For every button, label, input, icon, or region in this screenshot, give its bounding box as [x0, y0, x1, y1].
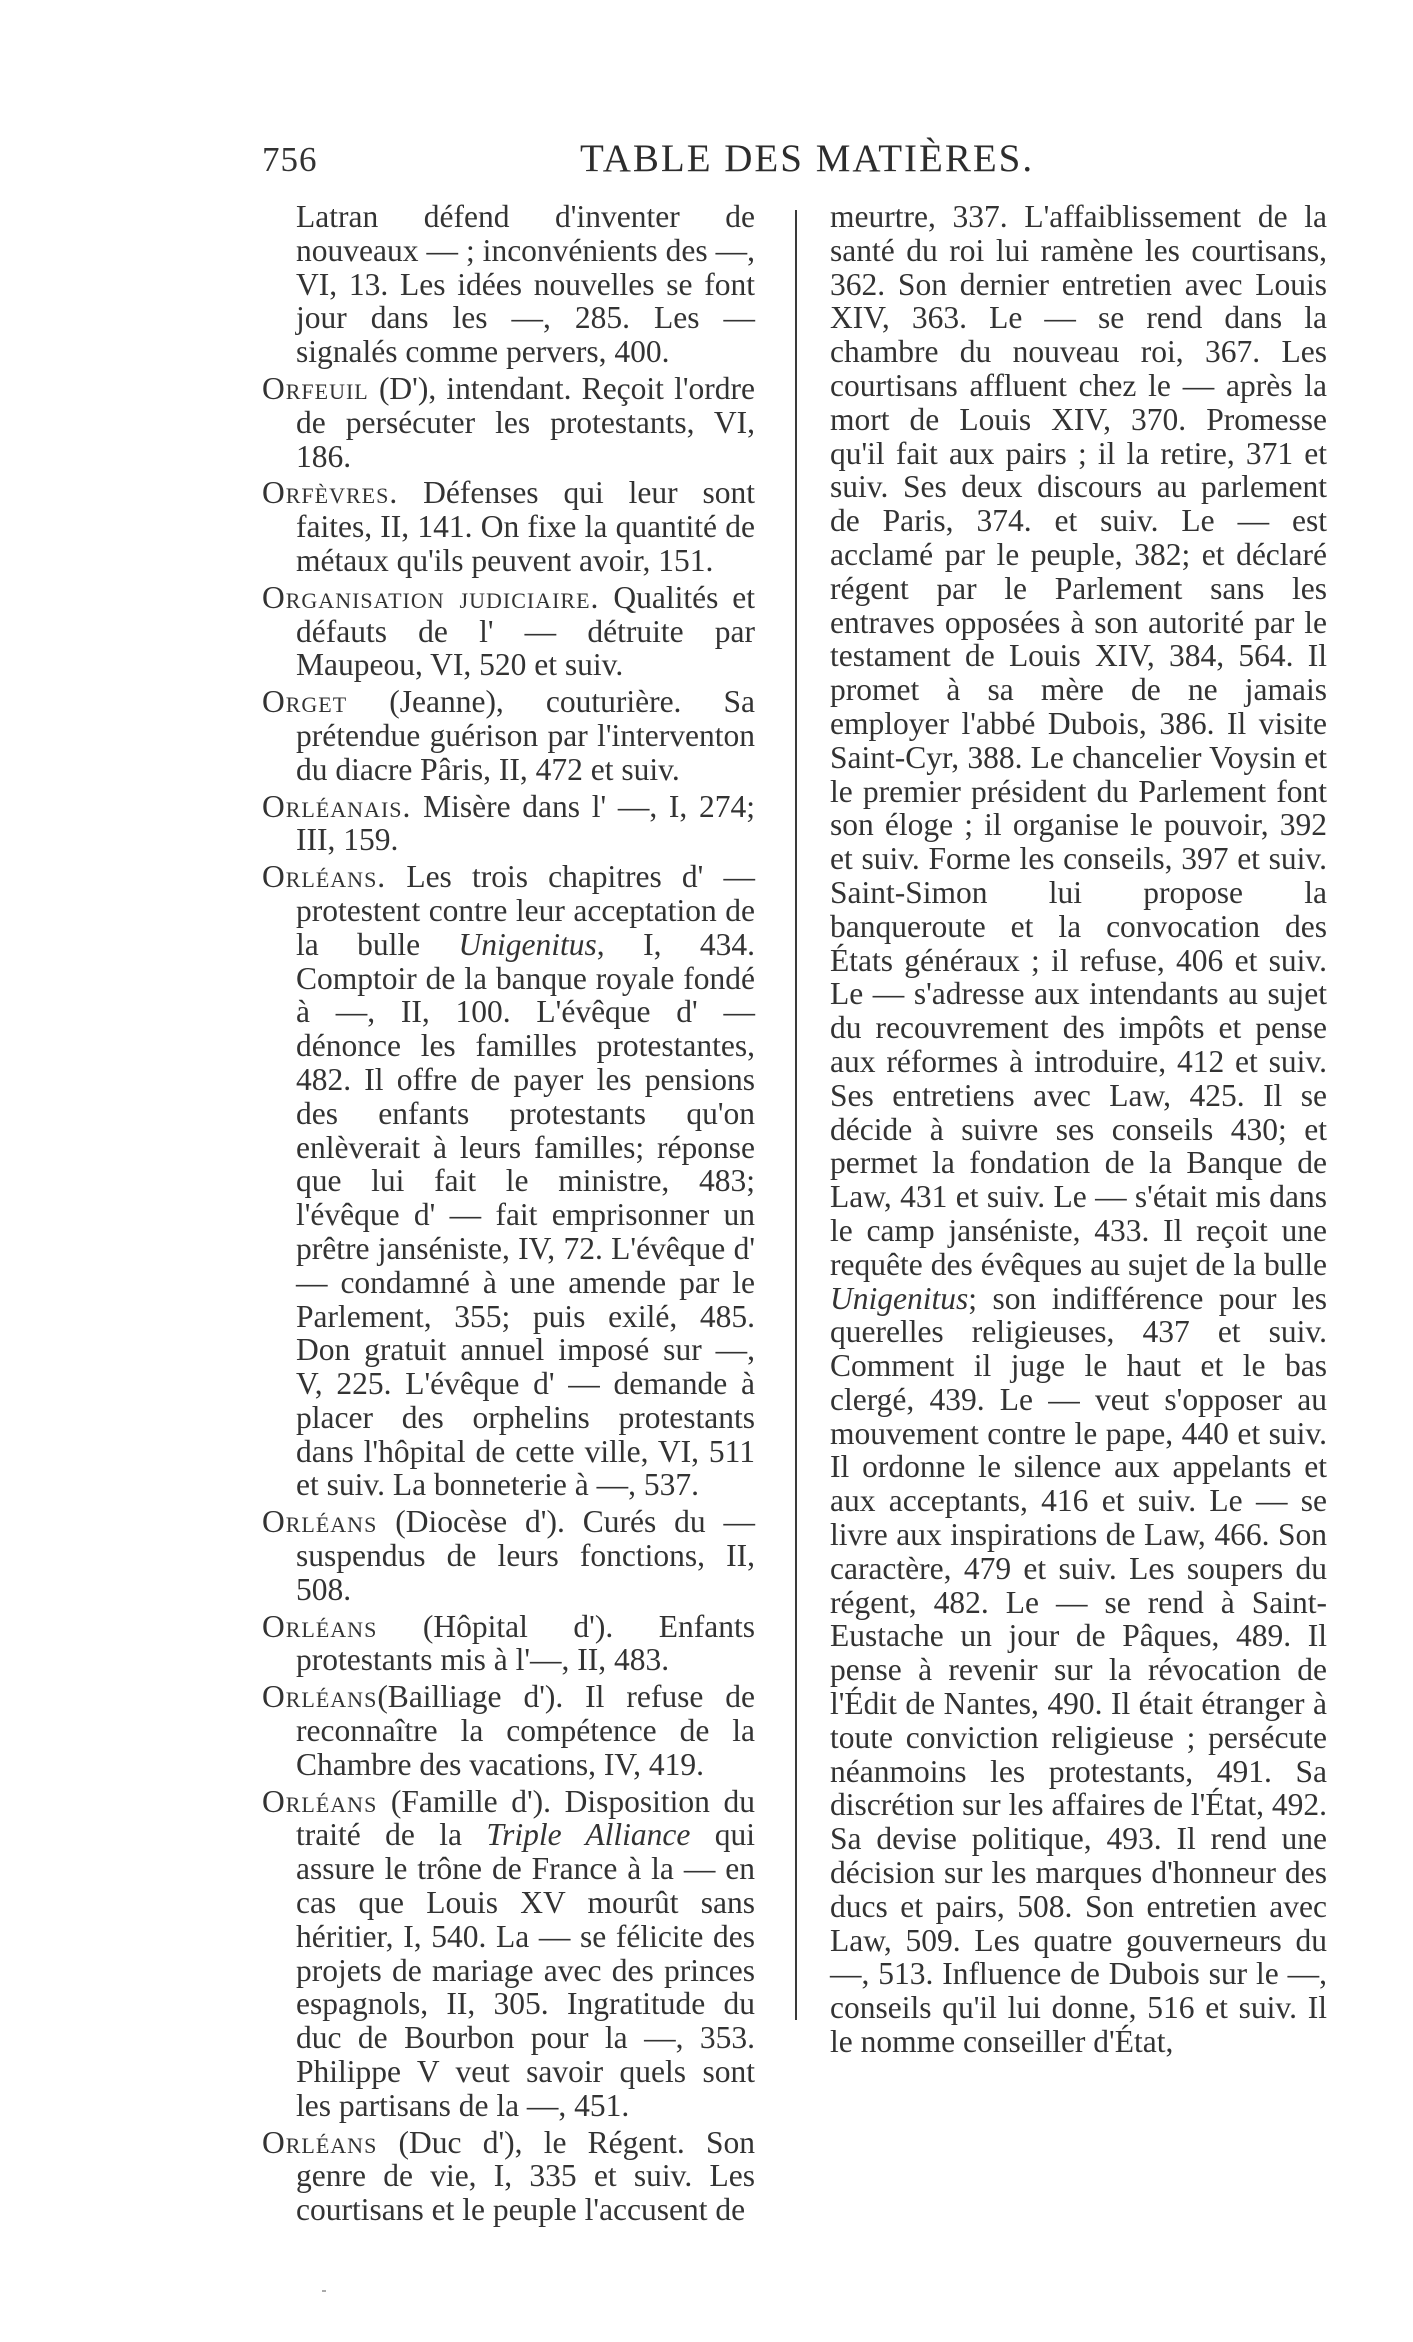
entry-text: Les trois chapitres d' — protestent contre leur acceptation de la bulle — [296, 859, 755, 962]
index-entry-orleans-diocese — [262, 1505, 755, 1606]
entry-text: Défenses qui leur sont faites, II, 141. On fixe la quantité de métaux qu'ils peuvent avoir, 151. — [296, 475, 755, 578]
entry-headword: Orfèvres. — [262, 475, 399, 511]
index-entry-orleanais — [262, 790, 755, 858]
entry-text-italic: Unigenitus — [458, 926, 597, 962]
entry-headword: Orléans — [262, 1783, 378, 1819]
index-entry-orget — [262, 685, 755, 786]
index-entry-orleans-bailliage — [262, 1680, 755, 1781]
entry-text: Latran défend d'inventer de nouveaux — ; inconvénients des —, VI, 13. Les idées nouvelles se font jour dans les —, 285. Les — signalés comme pervers, 400. — [296, 199, 755, 370]
entry-headword: Orléans — [262, 1679, 378, 1715]
index-entry-continuation — [830, 200, 1327, 2059]
entry-text-italic: Unigenitus — [830, 1280, 969, 1316]
entry-headword: Orléans — [262, 1504, 378, 1540]
entry-text: (Duc d'), le Régent. Son genre de vie, I, 335 et suiv. Les courtisans et le peuple l'accusent de — [296, 2124, 755, 2228]
scan-speck — [322, 2290, 326, 2292]
running-title: TABLE DES MATIÈRES. — [580, 137, 1035, 180]
entry-text: (Hôpital d'). Enfants protestants mis à l'—, II, 483. — [296, 1608, 755, 1678]
entry-headword: Orléans — [262, 2124, 378, 2160]
entry-headword: Orget — [262, 684, 348, 720]
entry-headword: Orléans — [262, 1608, 378, 1644]
entry-headword: Orfeuil — [262, 370, 369, 406]
index-entry-organisation-judiciaire — [262, 581, 755, 682]
index-entry-orleans — [262, 860, 755, 1502]
entry-text: , I, 434. Comptoir de la banque royale fondé à —, II, 100. L'évêque d' — dénonce les familles protestantes, 482. Il offre de payer les pensions des enfants protestants qu'on enlèverait à leurs familles; réponse que lui fait le ministre, 483; l'évêque d' — fait emprisonner un prêtre janséniste, IV, 72. L'évêque d' — condamné à une amende par le Parlement, 355; puis exilé, 485. Don gratuit annuel imposé sur —, V, 225. L'évêque d' — demande à placer des orphelins protestants dans l'hôpital de cette ville, VI, 511 et suiv. La bonneterie à —, 537. — [296, 926, 755, 1503]
entry-text: (Bailliage d'). Il refuse de reconnaître la compétence de la Chambre des vacations, IV, 419. — [296, 1679, 755, 1782]
entry-text: ; son indifférence pour les querelles religieuses, 437 et suiv. Comment il juge le haut et le bas clergé, 439. Le — veut s'opposer au mouvement contre le pape, 440 et suiv. Il ordonne le silence aux appelants et aux acceptants, 416 et suiv. Le — se livre aux inspirations de Law, 466. Son caractère, 479 et suiv. Les soupers du régent, 482. Le — se rend à Saint-Eustache un jour de Pâques, 489. Il pense à revenir sur la révocation de l'Édit de Nantes, 490. Il était étranger à toute conviction religieuse ; persécute néanmoins les protestants, 491. Sa discrétion sur les affaires de l'État, 492. Sa devise politique, 493. Il rend une décision sur les marques d'honneur des ducs et pairs, 508. Son entretien avec Law, 509. Les quatre gouverneurs du —, 513. Influence de Dubois sur le —, conseils qu'il lui donne, 516 et suiv. Il le nomme conseiller d'État, — [830, 1280, 1327, 2060]
entry-text-italic: Triple Alliance — [486, 1817, 691, 1853]
entry-text: Misère dans l' —, I, 274; III, 159. — [296, 788, 755, 858]
entry-text: qui assure le trône de France à la — en cas que Louis XV mourût sans héritier, I, 540. La — se félicite des projets de mariage avec des princes espagnols, II, 305. Ingratitude du duc de Bourbon pour la —, 353. Philippe V veut savoir quels sont les partisans de la —, 451. — [296, 1817, 755, 2123]
index-entry-continuation — [262, 200, 755, 369]
left-column — [262, 200, 755, 2230]
page-number: 756 — [262, 140, 318, 179]
entry-text: (D'), intendant. Reçoit l'ordre de persécuter les protestants, VI, 186. — [296, 370, 755, 474]
index-entry-orfevres — [262, 476, 755, 577]
entry-text: (Diocèse d'). Curés du — suspendus de leurs fonctions, II, 508. — [296, 1504, 755, 1607]
entry-headword: Orléans. — [262, 859, 387, 895]
right-column — [830, 200, 1327, 2062]
entry-headword: Orléanais. — [262, 788, 412, 824]
entry-text: Qualités et défauts de l' — détruite par Maupeou, VI, 520 et suiv. — [296, 579, 755, 683]
column-divider — [795, 210, 797, 2020]
index-entry-orleans-duc — [262, 2126, 755, 2227]
entry-text: meurtre, 337. L'affaiblissement de la santé du roi lui ramène les courtisans, 362. Son dernier entretien avec Louis XIV, 363. Le — se rend dans la chambre du nouveau roi, 367. Les courtisans affluent chez le — après la mort de Louis XIV, 370. Promesse qu'il fait aux pairs ; il la retire, 371 et suiv. Ses deux discours au parlement de Paris, 374. et suiv. Le — est acclamé par le peuple, 382; et déclaré régent par le Parlement sans les entraves opposées à son autorité par le testament de Louis XIV, 384, 564. Il promet à sa mère de ne jamais employer l'abbé Dubois, 386. Il visite Saint-Cyr, 388. Le chancelier Voysin et le premier président du Parlement font son éloge ; il organise le pouvoir, 392 et suiv. Forme les conseils, 397 et suiv. Saint-Simon lui propose la banqueroute et la convocation des États généraux ; il refuse, 406 et suiv. Le — s'adresse aux intendants au sujet du recouvrement des impôts et pense aux réformes à introduire, 412 et suiv. Ses entretiens avec Law, 425. Il se décide à suivre ses conseils 430; et permet la fondation de la Banque de Law, 431 et suiv. Le — s'était mis dans le camp janséniste, 433. Il reçoit une requête des évêques au sujet de la bulle — [830, 199, 1327, 1282]
entry-text: (Jeanne), couturière. Sa prétendue guérison par l'interventon du diacre Pâris, II, 472 et suiv. — [296, 684, 755, 787]
index-entry-orleans-famille — [262, 1785, 755, 2123]
entry-text: (Famille d'). Disposition du traité de la — [296, 1783, 755, 1853]
index-entry-orfeuil — [262, 372, 755, 473]
index-entry-orleans-hopital — [262, 1610, 755, 1678]
entry-headword: Organisation judiciaire. — [262, 579, 600, 615]
